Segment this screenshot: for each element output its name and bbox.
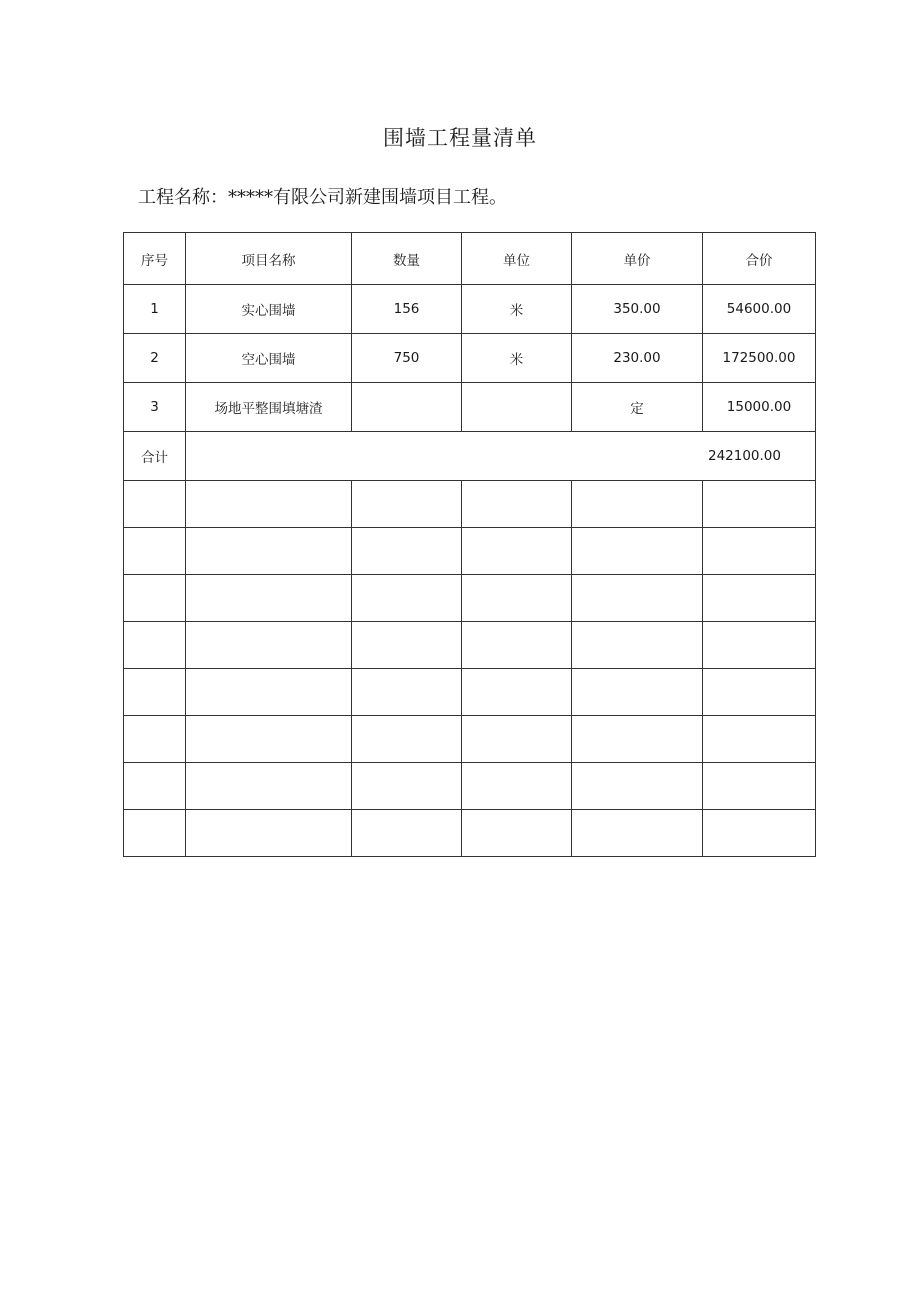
- empty-table-row: [124, 716, 816, 763]
- header-quantity: 数量: [352, 233, 462, 285]
- empty-cell: [572, 528, 703, 575]
- empty-cell: [186, 716, 352, 763]
- empty-cell: [703, 716, 816, 763]
- empty-cell: [352, 810, 462, 857]
- cell-unit: 米: [462, 285, 572, 334]
- cell-index: 3: [124, 383, 186, 432]
- empty-cell: [703, 622, 816, 669]
- cell-unit-price: 350.00: [572, 285, 703, 334]
- cell-quantity: [352, 383, 462, 432]
- empty-cell: [124, 810, 186, 857]
- empty-cell: [124, 528, 186, 575]
- cell-unit: 米: [462, 334, 572, 383]
- total-row: [124, 432, 816, 481]
- empty-cell: [186, 810, 352, 857]
- empty-cell: [572, 763, 703, 810]
- empty-cell: [703, 481, 816, 528]
- empty-cell: [124, 716, 186, 763]
- empty-cell: [462, 575, 572, 622]
- empty-cell: [186, 575, 352, 622]
- project-name-line: 工程名称：*****有限公司新建围墙项目工程。: [138, 187, 507, 208]
- cell-unit: [462, 383, 572, 432]
- empty-cell: [186, 622, 352, 669]
- empty-table-row: [124, 481, 816, 528]
- table-row: [124, 334, 816, 383]
- empty-cell: [462, 528, 572, 575]
- empty-cell: [186, 481, 352, 528]
- cell-item-name: 场地平整围填塘渣: [186, 383, 352, 432]
- empty-cell: [703, 810, 816, 857]
- table-header-row: [124, 233, 816, 285]
- header-total-price: 合价: [703, 233, 816, 285]
- empty-cell: [186, 528, 352, 575]
- empty-cell: [572, 622, 703, 669]
- empty-cell: [703, 575, 816, 622]
- empty-table-row: [124, 669, 816, 716]
- empty-cell: [572, 575, 703, 622]
- empty-cell: [462, 763, 572, 810]
- table-row: [124, 383, 816, 432]
- header-unit-price: 单价: [572, 233, 703, 285]
- empty-cell: [124, 481, 186, 528]
- cell-total-price: 54600.00: [703, 285, 816, 334]
- empty-cell: [572, 810, 703, 857]
- empty-cell: [572, 669, 703, 716]
- header-unit: 单位: [462, 233, 572, 285]
- empty-cell: [352, 716, 462, 763]
- cell-unit-price: 定: [572, 383, 703, 432]
- document-title: 围墙工程量清单: [383, 126, 537, 150]
- cell-total-price: 172500.00: [703, 334, 816, 383]
- cell-item-name: 实心围墙: [186, 285, 352, 334]
- empty-cell: [462, 669, 572, 716]
- empty-cell: [124, 669, 186, 716]
- cell-index: 2: [124, 334, 186, 383]
- empty-cell: [703, 669, 816, 716]
- empty-cell: [352, 528, 462, 575]
- empty-table-row: [124, 810, 816, 857]
- total-label: 合计: [124, 432, 186, 481]
- empty-cell: [352, 575, 462, 622]
- empty-cell: [124, 622, 186, 669]
- empty-cell: [352, 669, 462, 716]
- empty-cell: [352, 622, 462, 669]
- empty-cell: [186, 669, 352, 716]
- empty-table-row: [124, 528, 816, 575]
- cell-index: 1: [124, 285, 186, 334]
- cell-unit-price: 230.00: [572, 334, 703, 383]
- empty-cell: [703, 528, 816, 575]
- empty-cell: [462, 622, 572, 669]
- empty-cell: [572, 716, 703, 763]
- header-item-name: 项目名称: [186, 233, 352, 285]
- empty-cell: [462, 481, 572, 528]
- total-value: 242100.00: [186, 432, 816, 481]
- cell-total-price: 15000.00: [703, 383, 816, 432]
- cell-quantity: 156: [352, 285, 462, 334]
- empty-cell: [572, 481, 703, 528]
- empty-cell: [352, 481, 462, 528]
- empty-table-row: [124, 763, 816, 810]
- empty-cell: [703, 763, 816, 810]
- empty-cell: [352, 763, 462, 810]
- empty-cell: [186, 763, 352, 810]
- table-row: [124, 285, 816, 334]
- header-index: 序号: [124, 233, 186, 285]
- cell-quantity: 750: [352, 334, 462, 383]
- cell-item-name: 空心围墙: [186, 334, 352, 383]
- empty-cell: [462, 716, 572, 763]
- empty-cell: [124, 763, 186, 810]
- empty-cell: [124, 575, 186, 622]
- bill-of-quantities-table: [123, 232, 816, 857]
- empty-cell: [462, 810, 572, 857]
- empty-table-row: [124, 622, 816, 669]
- empty-table-row: [124, 575, 816, 622]
- empty-rows: [124, 481, 816, 857]
